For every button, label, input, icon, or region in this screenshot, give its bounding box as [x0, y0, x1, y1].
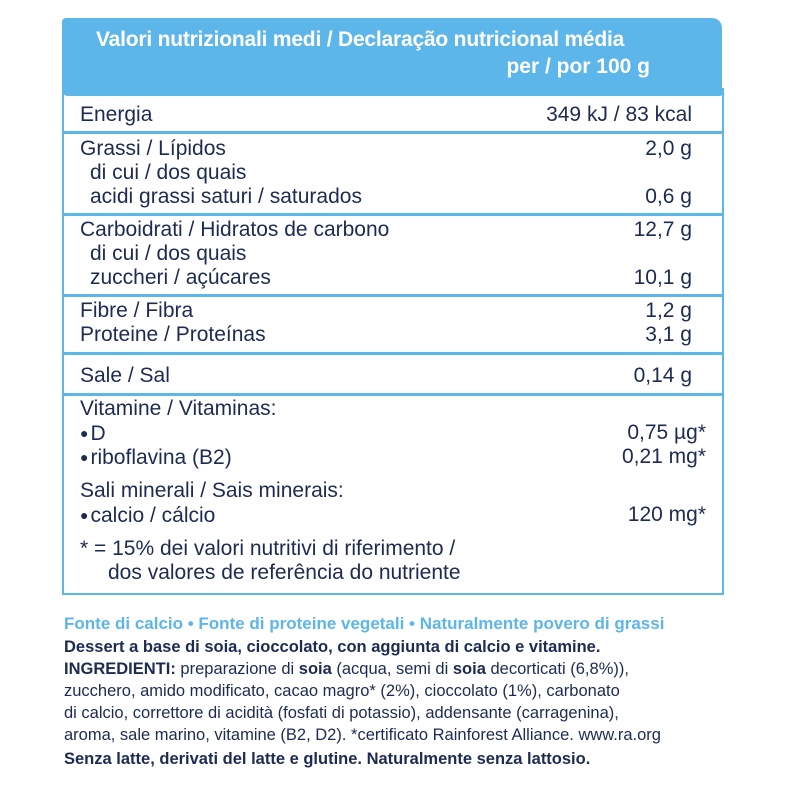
zuccheri-label: zuccheri / açúcares — [90, 266, 271, 289]
saturi-value: 0,6 g — [645, 185, 692, 208]
vit-d-label: D — [90, 422, 106, 445]
footnote1: * = 15% dei valori nutritivi di riferimento / — [80, 537, 456, 560]
divider — [64, 131, 722, 134]
product-description: Dessert a base di soia, cioccolato, con aggiunta di calcio e vitamine. — [64, 638, 601, 656]
carb-sub-label: di cui / dos quais — [90, 242, 247, 265]
proteine-label: Proteine / Proteínas — [80, 323, 266, 346]
energia-value: 349 kJ / 83 kcal — [546, 103, 692, 126]
zuccheri-value: 10,1 g — [633, 266, 692, 289]
minerali-label: Sali minerali / Sais minerais: — [80, 479, 344, 502]
vit-d-value: 0,75 µg* — [627, 421, 706, 444]
header-per: per / por 100 g — [506, 55, 650, 78]
proteine-value: 3,1 g — [645, 323, 692, 346]
ingredients-text: preparazione di — [175, 660, 299, 678]
sale-value: 0,14 g — [633, 364, 692, 387]
fibre-label: Fibre / Fibra — [80, 299, 194, 322]
ingredients-line4: aroma, sale marino, vitamine (B2, D2). *certificato Rainforest Alliance. www.ra.org — [64, 726, 661, 744]
bullet-icon: ● — [80, 425, 89, 441]
ingredients-line1 — [64, 658, 734, 680]
divider — [64, 213, 722, 216]
sale-label: Sale / Sal — [80, 364, 170, 387]
allergen-statement: Senza latte, derivati del latte e glutine. Naturalmente senza lattosio. — [64, 750, 591, 768]
ingredients-line3: di calcio, correttore di acidità (fosfati di potassio), addensante (carragenina), — [64, 704, 619, 722]
grassi-sub-label: di cui / dos quais — [90, 161, 247, 184]
bullet-icon: ● — [80, 449, 89, 465]
bullet-icon: ● — [80, 507, 89, 523]
ingredients-text: decorticati (6,8%)), — [485, 660, 629, 678]
divider — [64, 294, 722, 297]
ingredients-label: INGREDIENTI: — [64, 660, 176, 678]
footnote2: dos valores de referência do nutriente — [108, 561, 461, 584]
divider — [64, 352, 722, 355]
calcio-value: 120 mg* — [627, 503, 706, 526]
allergen-soia: soia — [452, 660, 486, 678]
vit-b2-value: 0,21 mg* — [621, 445, 706, 468]
carboidrati-value: 12,7 g — [633, 218, 692, 241]
energia-label: Energia — [80, 103, 153, 126]
header-title: Valori nutrizionali medi / Declaração nutricional média — [96, 28, 625, 51]
fibre-value: 1,2 g — [645, 299, 692, 322]
nutrition-header — [62, 18, 722, 96]
ingredients-line2: zucchero, amido modificato, cacao magro* (2%), cioccolato (1%), carbonato — [64, 682, 620, 700]
carboidrati-label: Carboidrati / Hidratos de carbono — [80, 218, 390, 241]
grassi-value: 2,0 g — [645, 137, 692, 160]
vitamine-label: Vitamine / Vitaminas: — [80, 397, 277, 420]
calcio-label: calcio / cálcio — [90, 504, 216, 527]
allergen-soia: soia — [298, 660, 332, 678]
grassi-label: Grassi / Lípidos — [80, 137, 226, 160]
ingredients-text: (acqua, semi di — [331, 660, 453, 678]
vit-b2-label: riboflavina (B2) — [90, 446, 232, 469]
saturi-label: acidi grassi saturi / saturados — [90, 185, 362, 208]
divider — [64, 393, 722, 396]
product-claims: Fonte di calcio • Fonte di proteine vegetali • Naturalmente povero di grassi — [64, 614, 665, 633]
